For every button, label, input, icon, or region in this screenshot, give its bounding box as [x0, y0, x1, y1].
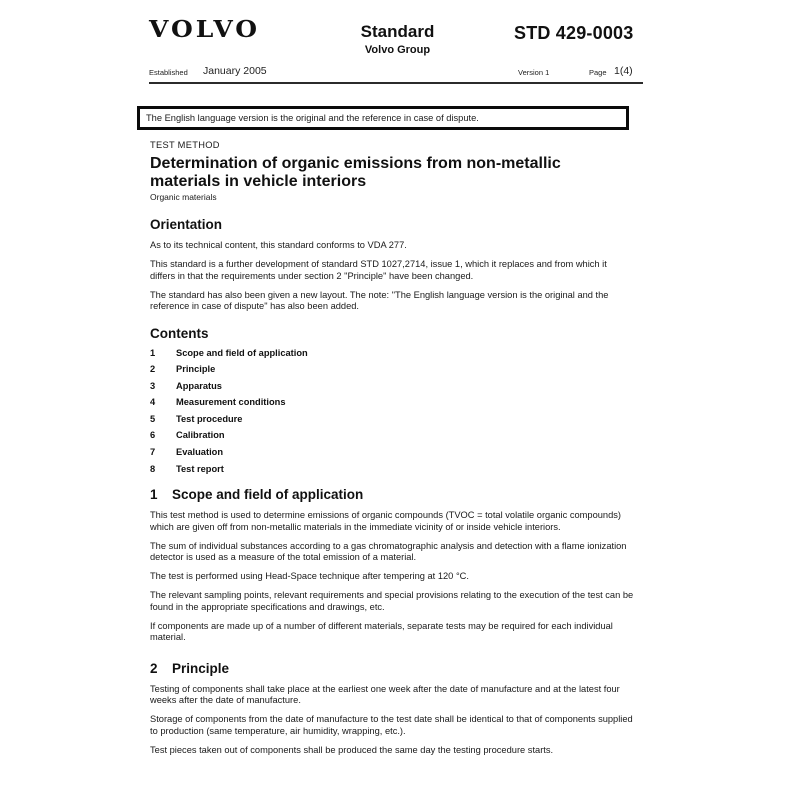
- section-paragraph: The sum of individual substances according to a gas chromatographic analysis and detection with a flame ionization detector is used as a measure of the total emission of a material.: [150, 540, 627, 563]
- contents-item-number: 7: [150, 447, 156, 458]
- contents-item-number: 8: [150, 463, 156, 474]
- header-rule: [149, 82, 643, 84]
- contents-heading: Contents: [150, 325, 209, 341]
- section-heading: [150, 487, 634, 502]
- contents-item-number: 6: [150, 430, 156, 441]
- contents-item-number: 2: [150, 364, 156, 375]
- section-number: 2: [150, 660, 158, 676]
- orientation-paragraph: As to its technical content, this standard conforms to VDA 277.: [150, 240, 407, 250]
- header-center: [310, 22, 485, 56]
- contents-item-label: Test report: [176, 463, 224, 474]
- contents-item-number: 3: [150, 380, 156, 391]
- contents-item-number: 1: [150, 347, 156, 358]
- test-method-kicker: TEST METHOD: [150, 140, 220, 150]
- section-paragraph: If components are made up of a number of different materials, separate tests may be required for each individual material.: [150, 620, 613, 643]
- orientation-paragraph: The standard has also been given a new layout. The note: "The English language version is the original and the reference in case of dispute" has also been added.: [150, 289, 609, 311]
- contents-item-number: 5: [150, 413, 156, 424]
- doc-type-label: Standard: [360, 22, 435, 41]
- contents-list: [150, 349, 634, 475]
- established-value: January 2005: [203, 65, 267, 77]
- version-label: Version 1: [518, 68, 550, 77]
- contents-item-label: Test procedure: [176, 413, 243, 424]
- contents-item: [150, 349, 634, 359]
- contents-item-number: 4: [150, 397, 156, 408]
- contents-item: [150, 431, 634, 441]
- contents-item: [150, 448, 634, 458]
- section-number: 1: [150, 487, 158, 503]
- dispute-notice-text: The English language version is the original and the reference in case of dispute.: [146, 113, 479, 123]
- contents-item-label: Principle: [176, 364, 216, 375]
- contents-item: [150, 465, 634, 475]
- contents-item-label: Evaluation: [176, 447, 224, 458]
- document-subtitle: Organic materials: [150, 192, 217, 202]
- contents-item: [150, 365, 634, 375]
- dispute-notice-box: [137, 106, 629, 130]
- section-paragraph: The relevant sampling points, relevant requirements and special provisions relating to the execution of the test can be found in the appropriate specifications and drawings, etc.: [150, 590, 634, 612]
- orientation-heading: Orientation: [150, 217, 223, 232]
- contents-item: [150, 415, 634, 425]
- orientation-paragraph: This standard is a further development of standard STD 1027,2714, issue 1, which it replaces and from which it differs in that the requirements under section 2 "Principle" have been changed.: [150, 259, 607, 281]
- org-label: Volvo Group: [364, 44, 431, 56]
- document-body: [150, 140, 634, 764]
- doc-number: STD 429-0003: [514, 23, 634, 43]
- section-heading-label: Principle: [172, 660, 230, 676]
- contents-item-label: Apparatus: [176, 380, 222, 391]
- contents-item: [150, 398, 634, 408]
- section-paragraph: This test method is used to determine emissions of organic compounds (TVOC = total volatile organic compounds) which are given off from non-metallic materials in the immediate vicinity of or inside vehicle interiors.: [150, 510, 622, 532]
- contents-item-label: Scope and field of application: [176, 347, 308, 358]
- page-label: Page: [589, 68, 607, 77]
- contents-item-label: Measurement conditions: [176, 397, 286, 408]
- section-paragraph: Storage of components from the date of manufacture to the test date shall be identical to that of components supplied to production (same temperature, air humidity, wrapping, etc.).: [150, 714, 633, 736]
- document-title: Determination of organic emissions from non-metallic materials in vehicle interiors: [150, 155, 561, 190]
- section-heading: [150, 661, 634, 676]
- section-paragraph: The test is performed using Head-Space technique after tempering at 120 °C.: [150, 571, 469, 582]
- established-label: Established: [149, 68, 188, 77]
- page-value: 1(4): [614, 65, 633, 77]
- volvo-logo: VOLVO: [149, 16, 261, 43]
- section-paragraph: Test pieces taken out of components shall be produced the same day the testing procedure starts.: [150, 744, 554, 755]
- contents-item: [150, 382, 634, 392]
- section-heading-label: Scope and field of application: [172, 487, 364, 503]
- section-paragraph: Testing of components shall take place at the earliest one week after the date of manufacture and at the latest four weeks after the date of manufacture.: [150, 683, 620, 706]
- contents-item-label: Calibration: [176, 430, 225, 441]
